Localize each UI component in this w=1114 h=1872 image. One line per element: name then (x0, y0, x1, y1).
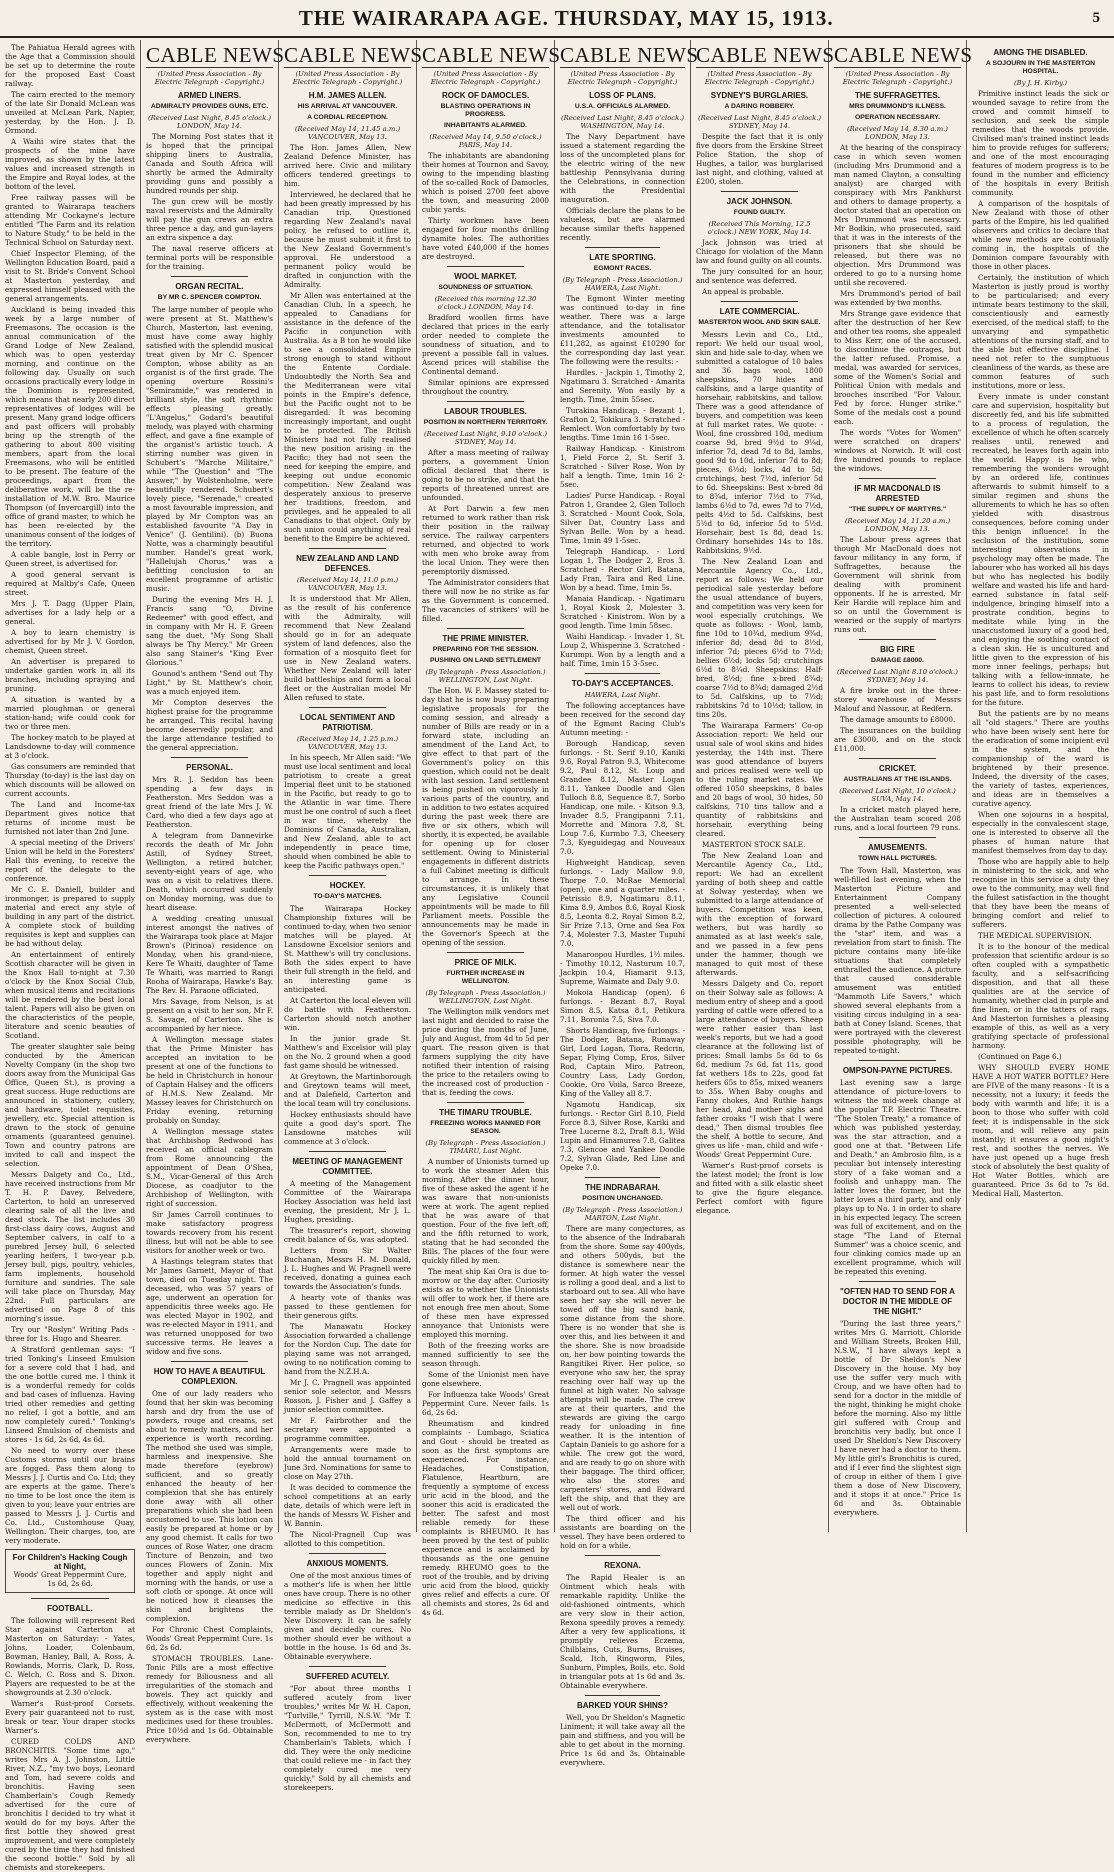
paragraph: A boy to learn chemistry is advertised for by Mr J. V. Gordon, chemist, Queen street. (5, 628, 135, 655)
paragraph: The Wairarapa Farmers' Co-op Association report: We held our usual sale of wool skins and hides yesterday, the 14th inst. There was good attendance of buyers and prices realised were well up to the ruling market rates. We offered 1050 sheepskins, 8 bales and 20 bags of wool, 30 hides, 50 calfskins, 710 tins tallow and a quantity of rabbitskins and horsehair, everything being cleared. (696, 721, 823, 838)
paragraph: Ladies' Purse Handicap. - Royal Patron 1, Grandee 2, Glen Tolloch 3. Scratched - Mount Cook, Sola, Silver Dat, Country Lass and Sylvan Belle. Won by a head. Time, 1min 49 1-5sec. (560, 491, 685, 545)
paragraph: Jack Johnson was tried at Chicago for violation of the Mann law and found guilty on all counts. (696, 238, 823, 265)
paragraph: The Land and Income-tax Department gives notice that returns of income must be furnished not later than 2nd June. (5, 800, 135, 836)
paragraph: Rheumatism and kindred complaints - Lumbago, Sciatica and Gout - should be treated as soon as the first symptoms are experienced. For instance, Headaches, Constipation, Flatulence, Heartburn, are frequently a symptome of excess uric acid in the blood, and the sooner this acid is eradicated the better. The safest and most reliable remedy for these complaints is RHEUMO. It has been proved by the test of public experience and is acclaimed by thousands as the one genuine remedy. RHEUMO goes to the root of the trouble, and by driving uric acid from the blood, quickly gives relief and effects a cure. Of all chemists and stores, 2s 6d and 4s 6d. (422, 1419, 549, 1617)
paragraph: Well, you Dr Sheldon's Magnetic Liniment; it will take away all the pain and stiffness, and you will be able to get about in the morning. Price 1s 6d and 3s. Obtainable everywhere. (560, 1713, 685, 1767)
paragraph: The following will represent Red Star against Carterton at Masterton on Saturday: - Yates, Johns, Loader, Colenbaum, Bowman, Hanley, Ball, A. Ross, A. Rowlands, Morris, Clark, D. Ross, C. Welch, C. Ross and S. Dixon. Players are requested to be at the showgrounds at 2.30 o'clock. (5, 1616, 135, 1697)
paragraph: The gun crew will be mostly naval reservists and the Admiralty will pay the gun crews an extra three pence a day, and gun-layers an extra sixpence a day. (146, 197, 273, 242)
paragraph: Similar opinions are expressed throughout the country. (422, 378, 549, 396)
paragraph: No need to worry over these Customs storms until our brains are fogged. Pass them along to Messrs J. J. Curtis and Co. Ltd; they are experts at the game. There's no time to be lost once the item is given to you; leave your entries are passed to Messrs J. J. Curtis and Co. Ltd., Customhouse Quay, Wellington. Their charges, too, are very moderate. (5, 1446, 135, 1545)
section-divider (859, 758, 935, 759)
section-divider (309, 875, 385, 876)
columns (0, 40, 1114, 1872)
dateline: (Received Last Night, 9.10 o'clock.) SYDNEY, May 14. (423, 430, 548, 446)
section-subheading: BY MR C. SPENCER COMPTON. (157, 294, 262, 301)
paragraph: THE MEDICAL SUPERVISION. (978, 931, 1092, 940)
section-heading: ANXIOUS MOMENTS. (306, 1559, 389, 1568)
paragraph: Mr Allen was entertained at the Canadian Club. In a speech, he appealed to Canadians for assistance in the defence of the Pacific in conjunction with Australia. As a B ton he would like to see a consolidated Empire strong enough to stand without the Entente Cordiale. Undoubtedly the North Sea and the Mediterranean were vital points in the Empire's defence, but the Pacific ought not to be disregarded. It was becoming increasingly important, and ought to be protected. The British Ministers had not fully realised the new position arising in the Pacific; they had not seen the need for keeping the empire, and keeping out undue economic competition. New Zealand was desperately anxious to preserve her traditions, freedom, and privileges, and he appealed to all Canadians to that object. Only by such union could anything of real benefit to the Empire be achieved. (284, 291, 411, 543)
paragraph: The Administrator considers that there will now be no strike as far as the Government is concerned. The vacancies of strikers' will be filled. (422, 578, 549, 623)
dateline: (Received May 14, 8.30 a.m.) LONDON, May 13. (847, 125, 948, 141)
section-divider (859, 837, 935, 838)
paragraph: A Waihi wire states that the prospects of the mine have improved, as shown by the latest values and increased strength in the Empire and Royal lodes, at the bottom of the level. (5, 137, 135, 191)
paragraph: The cairn erected to the memory of the late Sir Donald McLean was unveiled at McLean Park, Napier, yesterday, by the Hon. J. D. Ormond. (5, 90, 135, 135)
section-divider (309, 1553, 385, 1554)
column-local-notes (0, 40, 141, 1872)
paragraph: An appeal is probable. (702, 287, 784, 296)
section-divider (309, 1151, 385, 1152)
column-cable-news-4 (555, 40, 699, 1767)
section-heading: PERSONAL. (186, 763, 233, 772)
paragraph: It is to the honour of the medical profession that scientific ardour is so often coupled with a sympathetic faculty, and a self-sacrificing disposition, and that all these qualities are at the service of humanity, whether clad in purple and fine linen, or in the tatters of rags. And Masterton furnishes a pleasing example of this, as well as a very gratifying spectacle of professional harmony. (972, 942, 1109, 1050)
cable-news-banner: CABLE NEWS (834, 43, 973, 67)
paragraph: Turakina Handicap. - Bezant 1, Grafton 2, Tokikura 3. Scratched - Remlect. Won comfortably by two lengths. Time 1min 16 1-5sec. (560, 406, 685, 442)
dateline: (Received Last Night 8.10 o'clock.) SYDNEY, May 14. (837, 668, 958, 684)
paragraph: The inhabitants are abandoning their homes at Tournon and Savoy, owing to the impending blasting of the so-called Rock of Damocles, which is poised 2700 feet above the town, and measuring 2000 cubic yards. (422, 151, 549, 214)
paragraph: Mrs R. J. Seddon has been spending a few days in Featherston. Mrs Seddon was a great friend of the late Mrs J. W. Card, who died a few days ago at Featherston. (146, 775, 273, 829)
paragraph: The Town Hall, Masterton, was well-filled last evening, when the Masterton Picture and Entertainment Company presented a well-selected collection of pictures. A coloured drama by the Pathe Company was the "star" item, and was a revelation from start to finish. The picture contains many life-like situations that completely enthralled the audience. A picture that caused considerable amusement was entitled "Mammoth Life Savers," which showed several elephants from a visiting circus indulging in a sea-bath at Coney Island. Scenes, that were portrayed with the cleverest possible photography, will be repeated to-night. (834, 866, 961, 1055)
paragraph: The large number of people who were present at St. Matthew's Church, Masterton, last evening, must have come away highly satisfied with the splendid musical treat given by Mr C. Spencer Compton, whose ability as an organist is of the first grade. The opening overture Rossini's "Semiramide," was rendered in brilliant style, the soft rhythmic effects pleasing greatly. "L'Angelus," Godard's beautiful melody, was played with charming effect, and gave a fine example of the organist's artistic touch. A stirring number was given in Schubert's "Marche Militaire," while "The Question" and "The Answer," by Wolstenholme, were beautifully rendered. Schubert's lovely piece, "Serenade," created a most favourable impression, and played by Mr Compton was an established favourite "A Day in Venice" (J. Gentilini). (b) Buona Notte, was a charmingly beautiful number. Handel's great work, "Hallelujah Chorus," was a befitting conclusion to an excellent programme of artistic music. (146, 305, 273, 593)
paragraph: The Morning Post states that it is hoped that the principal shipping liners to Australia, Canada and South Africa will shortly be armed the Admiralty providing guns and possibly a hundred rounds per ship. (146, 132, 273, 195)
section-heading: FOOTBALL. (47, 1604, 93, 1613)
column-cable-news-1 (141, 40, 285, 1744)
paragraph: The New Zealand Loan and Mercantile Agency Co., Ltd., report: We had an excellent yarding of both sheep and cattle at Solway yesterday, when we submitted to a large attendance of buyers. Competition was keen, with the exception of forward wethers, but was hardly so animated as at last week's sale, and we passed in a few pens under the hammer, though we managed to quit most of these afterwards. (696, 851, 823, 977)
paragraph: Letters from Sir Walter Buchanan, Messrs H. M. Donald, J. L. Hughes and W. Pragnell were received, donating a guinea each towards the Association's funds. (284, 1246, 411, 1291)
paragraph: Interviewed, he declared that he had been greatly impressed by his Canadian trip. Questioned regarding New Zealand's naval policy, he refused to outline it, because he must submit it first to the New Zealand Government's approval. He understood a permanent policy would be drafted in conjunction with the Admiralty. (284, 190, 411, 289)
cable-news-banner: CABLE NEWS (422, 43, 561, 67)
section-heading: LATE COMMERCIAL. (719, 307, 800, 316)
paragraph: The naval reserve officers at terminal ports will be responsible for the training. (146, 244, 273, 271)
paragraph: Railway Handicap. - Kinistrom 1, Field Force 2, St. Serif 3. Scratched - Silver Rose. Won by half a length. Time, 1min 16 2-5sec. (560, 444, 685, 489)
section-heading: HOW TO HAVE A BEAUTIFUL COMPLEXION. (153, 1367, 266, 1386)
section-divider (171, 1361, 247, 1362)
section-divider (309, 1666, 385, 1667)
wire-credit: (United Press Association - By Electric Telegraph - Copyright.) (430, 70, 541, 86)
paragraph: At Greytown, the Martinborough and Greytown teams will meet, and at Dalefield, Carterton and the local team will try conclusions. (284, 1072, 411, 1108)
byline: (By J. H. Kirby.) (1013, 79, 1067, 87)
section-divider (585, 1177, 660, 1178)
section-heading: PRICE OF MILK. (454, 958, 517, 967)
section-heading: AMUSEMENTS. (867, 843, 928, 852)
section-divider (447, 628, 523, 629)
paragraph: "During the last three years," writes Mrs G. Marriott, Chloride and William Streets, Broken Hill, N.S.W., "I have always kept a bottle of Dr Sheldon's New Discovery in the house. My boy use the suffer very much with Croup, and we have often had to send for a doctor in the middle of the night, thinking he might choke before the morning. Also my little girl suffered with Croup and bronchitis very badly, but once I used Dr Sheldon's New Discovery I have never had a doctor to them. My little girl's Bronchitis is cured, and if I ever find the slightest sign of croup in either of them I give them a dose of New Discovery, and it stops it at once." Price 1s 6d and 3s. Obtainable everywhere. (834, 1319, 961, 1517)
paragraph: At Carterton the local eleven will do battle with Featherston. Carterton should notch another win. (284, 996, 411, 1032)
paragraph: Chief Inspector Fleming, of the Wellington Education Board, paid a visit to St. Bride's Convent School at Masterton yesterday, and expressed himself pleased with the general arrangements. (5, 249, 135, 303)
section-heading: TO-DAY'S ACCEPTANCES. (571, 679, 674, 688)
section-subheading: DAMAGE £8000. (871, 657, 924, 664)
paragraph: Messrs Levin and Co., Ltd., report: We held our usual wool, skin and hide sale to-day, when we submitted a catalogue of 10 bales and 36 bags wool, 1800 sheepskins, 70 hides and calfskins, and a large quantity of horsehair, rabbitskins, and tallow. There was a good attendance of buyers, and competition was keen at full market rates. We quote: - Wool, fine crossbred 10d, medium coarse 9d, bred 9½d to 9¼d, inferior 7d, dead 7d to 8d, lambs, good 9d to 10d, inferior 7d to 8d; pieces, 6½d; locks, 4d to 5d; crutchings, best 7½d, inferior 5d to 6d. Sheepskins: Best x-bred 8d to 8¾d, inferior 7½d to 7¾d, lambs 6½d to 7d, ewes 7d to 7½d, pelts 4½d to 5d. Calfskins, best 5½d to 6d, inferior 5d to 5½d. Horsehair, best 1s 8d, dead 1s. Ordinary horsehides 14s to 18s. Rabbitskins, 9½d. (696, 330, 823, 555)
section-heading: "OFTEN HAD TO SEND FOR A DOCTOR IN THE MIDDLE OF THE NIGHT." (840, 1287, 955, 1316)
paragraph: The Navy Department have issued a statement regarding the loss of the uncompleted plans for the electric wiring of the new battleship Pennsylvania during the Celebrations, in connection with the Presidential inauguration. (560, 132, 685, 204)
section-divider (447, 401, 523, 402)
paragraph: A Stratford gentleman says: "I tried Tonking's Linseed Emulsion for a severe cold that I had, and the one bottle cured me. I think it is a wonderful remedy for colds and bad cases of influenza. Having tried other remedies and getting no relief, I got a bottle, and am now completely cured." Tonking's Linseed Emulsion of chemists and stores - 1s 6d, 2s 6d, 4s 6d. (5, 1345, 135, 1444)
paragraph: After a mass meeting of railway porters, a government Union official declared that there is going to be no strike, and that the reports of threatened unrest are unfounded. (422, 448, 549, 502)
dateline: (By Telegraph - Press Association.) TIMARU, Last Night. (425, 1139, 546, 1155)
section-divider (721, 301, 797, 302)
section-subheading: OPERATION NECESSARY. (855, 114, 940, 121)
paragraph: Telegraph Handicap. - Lord Logan 1, The Dodger 2, Eros 3. Scratched - Rector Girl, Batana, Lady Fran, Taira and Red Line. Won by a head. Time, 1min 5s. (560, 547, 685, 592)
paragraph: The insurances on the building are £3000, and on the stock £11,000. (834, 726, 961, 753)
section-subheading: A SOJOURN IN THE MASTERTON HOSPITAL. (985, 60, 1096, 75)
section-divider (585, 1555, 660, 1556)
section-divider (31, 1598, 109, 1599)
section-divider (859, 1281, 935, 1282)
section-divider (585, 247, 660, 248)
section-divider (585, 1695, 660, 1696)
paragraph: A number of Unionists turned up to work the steamer Aden this morning. After the dinner hour, five of these asked the agent if he was aware that non-unionists were at work. The agent replied that he was aware of that question. Four of the five left off, and the fifth returned to work, stating that he had seconded the Bills. The places of the four were quickly filled by men. (422, 1157, 549, 1265)
section-subheading: U.S.A. OFFICIALS ALARMED. (574, 103, 671, 110)
paragraph: Manaroopou Hurdles, 1½ miles. - Timothy 10.12, Nasturum 10.7, Jackpin 10.4, Hiamarit 9.13, Supreme, Waimate and Daly 9.0. (560, 950, 685, 986)
paragraph: There are many conjectures, as to the absence of the Indrabarah from the shore. Some say 400yds, and others 500yds, but the distance is somewhere near the former. At high water the vessel is rolling a good deal, and a list to starboard out to sea. All who have seen her say she will never be towed off the big sand bank, some distance from the shore. There is no wonder that she is over this, and lies between it and the shore. She is now broadside on, her bow pointing towards the Rangitikei River. Her police, so everyone who saw her, the spray reaching over half way up the funnel at high water. No salvage attempts will be made. The crew are at their quarters, and the stewards are giving the cargo ready for unloading in fine weather. It is the intention of Captain Daniels to go ashore for a while. The crew got the word, and are ready to go on shore with their baggage. The third officer, who also the stores and carpenters' stores, and Edward left the ship, and that they are well out of work. (560, 1224, 685, 1512)
section-subheading: A CORDIAL RECEPTION. (307, 114, 388, 121)
paragraph: MASTERTON STOCK SALE. (702, 840, 806, 849)
dateline: (Received Last Night, 8.45 o'clock.) SYDNEY, May 14. (697, 114, 822, 130)
section-heading: CRICKET. (879, 764, 916, 773)
section-divider (585, 673, 660, 674)
section-heading: BIG FIRE (880, 645, 915, 654)
section-divider (447, 1102, 523, 1103)
section-subheading: FURTHER INCREASE IN WELLINGTON. (446, 970, 525, 985)
paragraph: The Wairarapa Hockey Championship fixtures will be continued to-day, when two senior matches will be played. At Lansdowne Excelsior seniors and St. Matthew's will try conclusions. Both the sides expect to have their full strength in the field, and an interesting game is anticipated. (284, 904, 411, 994)
dateline: HAWERA, Last Night. (584, 691, 661, 699)
section-heading: BARKED YOUR SHINS? (577, 1701, 668, 1710)
section-heading: NEW ZEALAND AND LAND DEFENCES. (296, 554, 399, 573)
paragraph: Mrs Strange gave evidence that after the destruction of her Kew and other tea rooms, she appealed to Miss Kerr, one of the accused, to discontinue the outrages, but the latter refused. Promise, a medal, was awarded for services, some of the Women's Social and Political Union with medals and brooches inscribed "For Valour. Fed by force. Hunger strike." Some of the medals cost a pound each. (834, 309, 961, 426)
paragraph: For Influenza take Woods' Great Peppermint Cure. Never fails. 1s 6d, 2s 6d. (422, 1390, 549, 1417)
paragraph: Both of the freezing works are manned sufficiently to see the season through. (422, 1341, 549, 1368)
paragraph: The Hon. James Allen, New Zealand Defence Minister, has arrived here. Civic and military officers tendered greetings to him. (284, 143, 411, 188)
section-heading: MEETING OF MANAGEMENT COMMITTEE. (292, 1157, 403, 1176)
paragraph: In the junior grade St. Matthew's and Excelsior will play on the No. 2 ground when a good fast game should be witnessed. (284, 1034, 411, 1070)
section-divider (859, 1060, 935, 1061)
section-heading: SUFFERED ACUTELY. (305, 1672, 390, 1681)
section-subheading: AUSTRALIANS AT THE ISLANDS. (843, 776, 952, 783)
section-heading: REXONA. (604, 1561, 641, 1570)
section-subheading: ADMIRALTY PROVIDES GUNS, ETC. (150, 103, 269, 110)
section-heading: LOSS OF PLANS. (589, 91, 656, 100)
section-subheading: MASTERTON WOOL AND SKIN SALE. (698, 319, 821, 326)
paragraph: The Egmont Winter meeting was continued to-day in fine weather. There was a large attendance, and the totalisator investments amounted to £11,282, as against £10290 for the corresponding day last year. The following were the results: - (560, 294, 685, 366)
paragraph: Messrs Dalgety and Co., Ltd., have received instructions from Mr T. H. P. Davey, Belvedere, Carterton, to hold an unreserved clearing sale of all the live and dead stock. The list includes 30 first-class dairy cows, August and September calvers, in calf to a purebred Jersey bull, 6 selected yearling heifers, 1 two-year p.b. Jersey bull, pigs, poultry, vehicles, farm implements, household furniture and sundries. The sale will take place on Thursday, May 22nd. Full particulars are advertised on Page 8 of this morning's issue. (5, 1170, 135, 1323)
paragraph: The Wellington milk vendors met last night and decided to raise the price during the months of June, July and August, from 4d to 5d per quart. The reason given is that farmers supplying the city have notified their intention of raising the price to the retailers owing to the increased cost of production - that is, feeding the cows. (422, 1007, 549, 1097)
wire-credit: (United Press Association - By Electric Telegraph - Copyright.) (704, 70, 815, 86)
paragraph: Manaia Handicap. - Ngatimaru 1, Royal Kiosk 2, Molester 3. Scratched - Kinistrom. Won by a good length. Time 1min 58sec. (560, 594, 685, 630)
section-divider (859, 639, 935, 640)
paragraph: The greater slaughter sale being conducted by the American Novelty Company (in the shop two doors away from the Municipal Gas Office, Queen St.), is proving a great success. Huge reductions are announced in stationery, cutlery, and hardware, toilet requisites, jewellery, etc. Special attention is drawn to the stock of genuine ornaments (guaranteed genuine). Town and country patrons are invited to call and inspect the selection. (5, 1042, 135, 1168)
paragraph: Gounod's anthem "Send out Thy Light," by St. Matthew's choir, was a much enjoyed item. (146, 669, 273, 696)
section-divider (171, 757, 247, 758)
section-divider (171, 276, 247, 277)
section-subheading: POSITION UNCHANGED. (582, 1195, 663, 1202)
paragraph: WHY SHOULD EVERY HOME HAVE A HOT WATER BOTTLE? Here are FIVE of the many reasons - It is a necessity, not a luxury; it feeds the body with warmth and life; it is a boon to those who suffer with cold feet; it is indispensable in the sick room, and will relieve any pain instantly; it ensures a good night's rest, and soothes the nerves. We have just opened up a huge fresh stock of absolutely the best quality of Hot Water Bottles, which are guaranteed. Price 3s 6d to 7s 6d. Medical Hall, Masterton. (972, 1063, 1109, 1198)
paragraph: Certainly, the institution of which Masterton is justly proud is worthy to be particularised; and every intimate bears testimony to the skill, conscientiously and earnestly exercised, of the medical staff; to the unvarying and sympathetic attentions of the nursing staff, and to the able but effective discipline. I need not refer to the sumptuous cleanliness of the wards, as these are common features of such institutions, more or less. (972, 273, 1109, 390)
section-subheading: "THE SUPPLY OF MARTYRS." (848, 506, 947, 513)
section-heading: ROCK OF DAMOCLES. (441, 91, 530, 100)
section-heading: IF MR MACDONALD IS ARRESTED (854, 484, 941, 503)
paragraph: For Chronic Chest Complaints, Woods' Great Peppermint Cure. 1s 6d, 2s 6d. (146, 1625, 273, 1652)
paragraph: Primitive instinct leads the sick or wounded savage to retire from the crowd and commit himself to seclusion, and seek the simple remedies that the woods provide. Civilised man's trained instinct leads him to provide refuges for sufferers; and one of the most encouraging features of modern progress is to be found in the number and efficiency of the hospitals in every British community. (972, 89, 1109, 197)
section-heading: ARMED LINERS. (177, 91, 242, 100)
dateline: (Received Last Night, 8.45 o'clock.) WASHINGTON, May 14. (560, 114, 685, 130)
paragraph: The Labour press agrees that though Mr MacDonald does not favour militancy in any form, if Suffragettes, because the Government will shrink from dealing with prominent opponents. If he is arrested, Mr Keir Hardie will replace him and so on until the Government is wearied or the supply of martyrs runs out. (834, 535, 961, 634)
dateline: (By Telegraph - Press Association.) MARTON, Last Night. (562, 1206, 683, 1222)
paragraph: The Rapid Healer is an Ointment which heals with remarkable rapidity. Unlike the old-fashioned ointments, which are very slow in their action, Rexona speedily proves a remedy. After a very few applications, it promptly relieves Eczema, Chilblains, Cuts, Burns, Bruises, Scald, Itch, Ringworm, Piles, Sunburn, Pimples, Boils, etc. Sold in triangular pots at 1s 6d and 3s. Obtainable everywhere. (560, 1573, 685, 1690)
dateline: (Received May 14, 9.50 o'clock.) PARIS, May 14. (429, 133, 542, 149)
paragraph: A comparison of the hospitals of New Zealand with those of other parts of the Empire, his led qualified observers and critics to declare that while new methods are continually coming in, the hospitals of the Dominion compare favourably with those in other places. (972, 199, 1109, 271)
paragraph: It was decided to commence the school competitions at an early date, details of which were left in the hands of Messrs W. Fisher and W. Bannin. (284, 1483, 411, 1528)
dateline: (Received May 14, 11.0 p.m.) VANCOUVER, May 13. (296, 576, 399, 592)
dateline: (Received Last Night, 10 o'clock.) SUVA, May 14. (839, 787, 956, 803)
section-divider (721, 191, 797, 192)
section-divider (859, 478, 935, 479)
advertisement (5, 1549, 135, 1593)
ad-line: For Children's Hacking Cough at Night, (12, 1553, 128, 1571)
paragraph: An entertainment of entirely Scottish character will be given in the Knox Hall to-night at 7.30 o'clock by the Knox Social Club, when musical items and recitations will be rendered by the best local talent. Papers will also be given on the characteristics of the people, literature and scenic beauties of Scotland. (5, 950, 135, 1040)
paragraph: Despite the fact that it is only five doors from the Erskine Street Police Station, the shop of Hughes, a tailor, was burglarised last night, and clothing, valued at £200, stolen. (696, 132, 823, 186)
paragraph: A special meeting of the Drivers' Union will be held in the Foresters' Hall this evening, to receive the report of the delegate to the conference. (5, 838, 135, 883)
paragraph: Mrs Savage, from Nelson, is at present on a visit to her son, Mr F. S. Savage, of Carterton. She is accompanied by her niece. (146, 997, 273, 1033)
section-divider (309, 707, 385, 708)
paragraph: A fire broke out in the three-storey warehouse of Messrs Malouf and Nassour, at Redfern. (834, 686, 961, 713)
paragraph: The following acceptances have been received for the second day of the Egmont Racing Club's Autumn meeting: - (560, 701, 685, 737)
column-cable-news-3 (417, 40, 561, 1617)
paragraph: In a cricket match played here, the Australian team scored 208 runs, and a local fourteen 79 runs. (834, 805, 961, 832)
column-cable-news-2 (279, 40, 423, 1792)
paragraph: Last evening saw a large attendance of picture-lovers to witness the mid-week change at the popular T.P. Electric Theatre. "The Stolen Treaty," a romance of which was published yesterday, was the star attraction, and a good one at that. "Between Life and Death," an Ambrosio film, is a peculiar but intensely interesting story of a fake woman and a foolish and unhappy man. The latter loves the former, but the latter loves a third party, and only plays up to No. 1 in order to share in his expected legacy. The screen was full of excitement, and on the stage "The Land of Eternal Summer" was a choice scenic, and four clinking comics made up an excellent programme, which will be repeated this evening. (834, 1078, 961, 1276)
paragraph: Thirty workmen have been engaged for four months drilling dynamite holes. The authorities have voted £40,000 if the homes are destroyed. (422, 216, 549, 261)
section-subheading: FREEZING WORKS MANNED FOR SEASON. (430, 1120, 541, 1135)
dateline: (By Telegraph - Press Association.) HAWERA, Last Night. (562, 276, 683, 292)
section-subheading: SOUNDNESS OF SITUATION. (438, 284, 533, 291)
section-heading: ORGAN RECITAL. (175, 282, 244, 291)
dateline: (By Telegraph - Press Association.) WELLINGTON, Last Night. (425, 668, 546, 684)
paragraph: A Hastings telegram states that Mr James Garnett, Mayor of that town, died on Tuesday night. The deceased, who was 57 years of age, underwent an operation for appendicitis three weeks ago. He was elected Mayor in 1902, and was re-elected Mayor in 1911, and was returned unopposed for two successive terms. He leaves a widow and five sons. (146, 1257, 273, 1356)
section-heading: WOOL MARKET. (454, 272, 517, 281)
paragraph: It is understood that Mr Allen, as the result of his conference with the Admiralty, will recommend that New Zealand should go in for an adequate system of land defences, also the formation of a mosquito fleet for use in New Zealand waters. Whether New Zealand will later build battleships and form a local fleet or the Australian model Mr Allen refused to state. (284, 594, 411, 702)
wire-credit: (United Press Association - By Electric Telegraph - Copyright.) (567, 70, 678, 86)
section-subheading: HIS ARRIVAL AT VANCOUVER. (297, 103, 398, 110)
section-heading: SYDNEY'S BURGLARIES. (710, 91, 809, 100)
paragraph: At the hearing of the conspiracy case in which seven women (including Mrs Drummond and a man named Clayton, a consulting analyst) are charged with conspiracy with Mrs Pankhurst and others to damage property, a doctor stated that an operation on Mrs Drummond was necessary. Mr Bodkin, who prosecuted, said that it was in the interests of the prisoners that she should be released, but there was no objection. Mrs Drummond was ordered to go to a nursing home until she recovered. (834, 143, 961, 287)
dateline: (Received May 14, 1.25 p.m.) VANCOUVER, May 13. (296, 735, 399, 751)
page-number: 5 (1092, 9, 1100, 26)
paragraph: Hockey enthusiasts should have quite a good day's sport. The Lansdowne matches will commence at 3 o'clock. (284, 1110, 411, 1146)
section-subheading: TO-DAY'S MATCHES. (313, 893, 382, 900)
paragraph: A telegram from Dannevirke records the death of Mr John Astill, of Sydney Street, Wellington, a retired butcher, seventy-eight years of age, who was on a visit to relatives there. Death, which occurred suddenly on Monday morning, was due to heart disease. (146, 831, 273, 912)
section-heading: THE SUFFRAGETTES. (855, 91, 940, 100)
paragraph: During the evening Mrs H. J. Francis sang "O, Divine Redeemer" with good effect, and in company with Mr H. F. Green sang the duet, "My Song Shall always be Thy Mercy." Mr Green also sang Stainer's "King Ever Glorious." (146, 595, 273, 667)
paragraph: The damage amounts to £8000. (840, 715, 956, 724)
paragraph: The jury consulted for an hour, and sentence was deferred. (696, 267, 823, 285)
paragraph: A good general servant is required at Maltby's Cafe, Queen street. (5, 570, 135, 597)
paragraph: A Wellington message states that Archbishop Redwood has received an official cablegram from Rome announcing the appointment of Dean O'Shea, S.M., Vicar-General of this Arch Diocese, as coadjutor to the Archbishop of Wellington, with right of succession. (146, 1127, 273, 1208)
paragraph: In his speech, Mr Allen said: "We must use local sentiment and local patriotism to create a great Imperial fleet unit to be stationed in the Pacific, but ready to go to the Atlantic in war time. There must be one control of such a fleet in war time, whereby the Dominions of Canada, Australian, and New Zealand, able to act independently in peace time, should when combined be able to keep the Pacific pathways open." (284, 753, 411, 870)
dateline: (Received May 14, 11.45 a.m.) VANCOUVER, May 13. (294, 125, 401, 141)
wire-credit: (United Press Association - By Electric Telegraph - Copyright.) (154, 70, 265, 86)
paragraph: The meat ship Kai Ora is due to-morrow or the day after. Curiosity exists as to whether the Unionists will offer to work her, if there are not enough free men about. Some of these men have expressed annoyance that Unionists were employed this morning. (422, 1267, 549, 1339)
paragraph: A hearty vote of thanks was passed to these gentlemen for their generous gifts. (284, 1293, 411, 1320)
paragraph: The words "Votes for Women" were scratched on drapers' windows at Norwich. It will cost five hundred pounds to replace the windows. (834, 428, 961, 473)
paragraph: One of the most anxious times of a mother's life is when her little ones have croup. There is no other medicine so effective in this terrible malady as Dr Sheldon's New Discovery. It can be safely given and decidedly cures. No mother should ever be without a bottle in the house. 1s 6d and 3s. Obtainable everywhere. (284, 1571, 411, 1661)
paragraph: The Hon. W. F. Massey stated to-day that he is now busy preparing legislative proposals for the coming session, and already a number of Bills are ready or in a forward state, including an amendment of the Land Act, to give effect to that part of the Government's policy on this question, which could not be dealt with last session. Land settlement is being pushed on vigorously in various parts of the country, and in addition to two estates acquired during the past week there are five or six others, which will shortly, it is expected, be available for opening up for closer settlement. Owing to Ministerial engagements in different districts a full Cabinet meeting is difficult to arrange. In these circumstances, it is unlikely that any Legislative Council appointments will be made to fill Parliament meets. Possible the announcements may be made in the Governor's Speech at the opening of the session. (422, 686, 549, 947)
paragraph: A Wellington message states that the Prime Minister has accepted an invitation to be present at one of the functions to be held in Christchurch in honour of Captain Halsey and the officers of H.M.S. New Zealand. Mr Massey leaves for Christchurch on Friday evening, returning probably on Sunday. (146, 1035, 273, 1125)
paragraph: (Continued on Page 6.) (978, 1052, 1062, 1061)
paragraph: Warner's Rust-proof corsets is the latest model; the front is low and fitted with a silk elastic sheet to give the figure elegance. Perfect comfort with figure elegance. (696, 1161, 823, 1215)
dateline: (Received May 14, 11.20 a.m.) LONDON, May 13. (844, 517, 951, 533)
dateline: (Received this morning 12.30 o'clock.) LONDON, May 14. (434, 295, 537, 311)
section-heading: LATE SPORTING. (589, 253, 656, 262)
paragraph: The Manawatu Hockey Association forwarded a challenge for the Nordon Cup. The date for playing same was not arranged, owing to no notification coming to hand from the N.Z.H.A. (284, 1322, 411, 1376)
section-subheading: FOUND GUILTY. (733, 209, 786, 216)
section-heading: OMPSON-PAYNE PICTURES. (842, 1066, 953, 1075)
paragraph: One of our lady readers who found that her skin was becoming harsh and dry from the use of powders, rouge and creams, set about to remedy matters, and her experience is worth recording. The method she used was simple, harmless and inexpensive. She made therefore (eyebrow) sufficient, and so greatly enhanced the beauty of her complexion that she has entirely done away with all other preparations which she had been accustomed to use. This lotion can easily be prepared at home or by any good chemist. It calls for two ounces of Rose Water, one dracm Tincture of Benzoin, and two ounces Flowers of Zonin. Mix together and apply night and morning with the hands, or use a soft cloth or sponge. At once will be noticed how it cleanses the skin and brightens the complexion. (146, 1389, 273, 1623)
section-subheading: INHABITANTS ALARMED. (443, 122, 528, 129)
paragraph: Mrs J. T. Dagg (Upper Plain, advertises for a lady help or a general. (5, 599, 135, 626)
paragraph: Officials declare the plans to be valueless, but are alarmed because similar thefts happened recently. (560, 206, 685, 242)
paragraph: Borough Handicap, seven furlongs. - St. Serif 9.10, Kaniki 9.6, Royal Patron 9.3, Whitecome 9.2, Paul 8.12, St. Loup and Grandee 8.12, Master Logan 8.11, Yankee Doodle and Glen Tulloch 8.8, Sequence 8.7, Sorbo Handicap, one mile. - Kitson 9.3, Invader 8.5, Frangipanni 7.11, Morrette and Minora 7.8, St. Loup 7.6, Kurmbo 7.3, Cheesery 7.3, Kyeguidegag and Nouveaux 7.0. (560, 739, 685, 856)
cable-news-banner: CABLE NEWS (146, 43, 285, 67)
section-heading: H.M. JAMES ALLEN. (308, 91, 387, 100)
section-subheading: BLASTING OPERATIONS IN PROGRESS. (440, 103, 531, 118)
paragraph: Auckland is being invaded this week by a large number of Freemasons. The occasion is the annual communication of the Grand Lodge of New Zealand, which was to open yesterday morning, and continue on the following day. Usually on such occasions practically every lodge in the Dominion is represented, which means that nearly 200 direct representatives of lodges will be present. Many grand lodge officers and past officers will probably bring up the strength of the gathering to about 800 visiting members, apart from the local Freemasons, who will be entitled to be present. The feature of the proceedings, apart from the deliberative work, will be the re-installation of M.W. Bro. Maurice Thompson (of Invercargill) into the office of grand master, to which he has been re-elected by the unanimous consent of the lodges of the territory. (5, 305, 136, 548)
column-among-the-disabled (967, 40, 1114, 1532)
paragraph: The Pahiatua Herald agrees with the Age that a Commission should be set up to determine the route for the proposed East Coast railway. (5, 43, 135, 88)
section-heading: THE PRIME MINISTER. (442, 634, 529, 643)
section-subheading: PUSHING ON LAND SETTLEMENT (429, 657, 542, 664)
paragraph: Warner's Rust-proof Corsets. Every pair guaranteed not to rust, break or tear. Your draper stocks Warner's. (5, 1699, 135, 1735)
paragraph: Mr C. E. Daniell, builder and ironmonger, is prepared to supply material and erect any style of building in any part of the district. A complete stock of building requisites is kept and supplies can be had without delay. (5, 885, 135, 948)
cable-news-banner: CABLE NEWS (560, 43, 699, 67)
section-subheading: MRS DRUMMOND'S ILLNESS. (849, 103, 946, 110)
paragraph: Mr F. Fairbrother and the secretary were appointed a programme committee. (284, 1416, 411, 1443)
paragraph: STOMACH TROUBLES. Lane-Tonic Pills are a most effective remedy for Biliousness and all irregularities of the stomach and bowels. They act quickly and effectively, without weakening the system as is the case with most medicines used for these troubles. Price 10½d and 1s 6d. Obtainable everywhere. (146, 1654, 273, 1744)
dateline: (Received This Morning, 12.5 o'clock.) NEW YORK, May 14. (707, 220, 812, 236)
paragraph: The treasurer's report, showing credit balance of 6s, was adopted. (284, 1226, 411, 1244)
paragraph: Ngamotu Handicap, six furlongs. - Rector Girl 8.10, Field Force 8.3, Silver Rose, Kariki and Tree Lucerne 8.2, Draft 8.1, Wild Lupin and Hinamurea 7.8, Galitea 7.3, Glencoe and Yankee Doodle 7.2, Sylvan Glade, Red Line and Opeke 7.0. (560, 1100, 685, 1172)
section-heading: LOCAL SENTIMENT AND PATRIOTISM. (299, 713, 396, 732)
section-subheading: PREPARING FOR THE SESSION. (432, 646, 539, 653)
section-heading: JACK JOHNSON. (726, 197, 793, 206)
paragraph: Some of the Unionist men have gone elsewhere. (422, 1370, 549, 1388)
paragraph: A cable bangle, lost in Perry or Queen street, is advertised for. (5, 550, 135, 568)
wire-credit: (United Press Association - By Electric Telegraph - Copyright.) (292, 70, 403, 86)
paragraph: Those who are happily able to help in ministering to the sick, and who recognise in this service a duty they owe to the community, may well find the fullest satisfaction in the thought that they have been the means of bringing comfort and relief to sufferers. (972, 857, 1109, 929)
paragraph: Hurdles. - Jackpin 1, Timothy 2, Ngatimaru 3. Scratched - Amarita and Serenity. Won easily by a length. Time, 2min 55sec. (560, 368, 685, 404)
paragraph: Free railway passes will be granted to Wairarapa teachers attending Mr Cockayne's lecture entitled "The Farm and its relation to Nature Study," to be held in the Technical School on Saturday next. (5, 193, 135, 247)
dateline: (Received Last Night, 8.45 o'clock.) LONDON, May 14. (147, 114, 272, 130)
section-heading: THE TIMARU TROUBLE. (439, 1108, 532, 1117)
paragraph: At Port Darwin a few men returned to work rather than risk their position in the railway service. The railway carpenters returned, and objected to work with men who broke away from the local Union. They were then peremptorily dismissed. (422, 504, 549, 576)
paragraph: Shorts Handicap, five furlongs. - The Dodger, Batana, Runaway Girl, Lord Logan, Tiora, Redcrin, Separ, Flying Comp, Eros, Silver Rod, Captain Miro, Patreon, Country Lass, Lady Gordon, Cookie, Oro Voila, Sarco Breeze, King of the Valley all 8.7. (560, 1026, 685, 1098)
paragraph: A meeting of the Management Committee of the Wairarapa Hockey Association was held last evening, the president, Mr J. L. Hughes, presiding. (284, 1179, 411, 1224)
paragraph: The Nicol-Pragnell Cup was allotted to this competition. (284, 1530, 411, 1548)
section-divider (447, 952, 523, 953)
paragraph: Sir James Carroll continues to make satisfactory progress towards recovery from his recent illness, but will not be able to see visitors for another week or two. (146, 1210, 273, 1255)
paragraph: A situation is wanted by a married ploughman or general station-hand; wife could cook for two or three men. (5, 695, 135, 731)
section-heading: HOCKEY. (329, 881, 366, 890)
section-heading: LABOUR TROUBLES. (444, 407, 527, 416)
dateline: (By Telegraph - Press Association.) WELLINGTON, Last Night. (425, 989, 546, 1005)
cable-news-banner: CABLE NEWS (284, 43, 423, 67)
paragraph: The New Zealand Loan and Mercantile Agency Co., Ltd., report as follows: We held our periodical sale yesterday before the usual attendance of buyers, and competition was very keen for wool especially crutchings. We quote as follows: - Wool, lamb, fine 10d to 10¾d, medium 9¾d, inferior 8d; dead 8d to 8½d, inferior 7d; pieces 6½d to 7½d; bellies 6½d; locks 5d; crutchings 6½d to 8¼d. Sheepskins: Half-bred, 8½d; fine x-bred 8¾d; coarse 7½d to 8¾d; damaged 2½d to 5d. Calfskins, up to 7½d; rabbitskins 7d to 10½d; tallow, in tins 20s. (696, 557, 823, 719)
section-subheading: A DARING ROBBERY. (724, 103, 795, 110)
column-cable-news-5 (691, 40, 835, 1532)
paragraph: Mr J. C. Pragnell was appointed senior sole selector, and Messrs Rosson, J. Fisher and J. Gaffey a junior selection committee. (284, 1378, 411, 1414)
cable-news-banner: CABLE NEWS (696, 43, 835, 67)
paragraph: The hockey match to be played at Landsdowne to-day will commence at 3 o'clock. (5, 733, 135, 760)
paragraph: But the patients are by no means all "old stagers." There are youths who have been wisely sent here for the eradication of some incipient evil in the system, and the companionship of the ward is brightened by their presence. Indeed, the diversity of the cases, the variety of tastes, experiences, and ideas are in themselves a curative agency. (972, 709, 1109, 808)
paragraph: Mrs Drummond's period of bail was extended by two months. (834, 289, 961, 307)
section-subheading: TOWN HALL PICTURES. (858, 855, 937, 862)
paragraph: The third officer and his assistants are boarding on the vessel. They have been ordered to hold on for a while. (560, 1514, 685, 1550)
paragraph: Arrangements were made to hold the annual tournament on June 3rd. Nominations for same to close on May 27th. (284, 1445, 411, 1481)
masthead (0, 0, 1114, 38)
wire-credit: (United Press Association - By Electric Telegraph - Copyright.) (842, 70, 953, 86)
paragraph: When one sojourns in a hospital, especially in the convalescent stage, one is interested to observe all the phases of human nature that manifest themselves from day to day. (972, 810, 1109, 855)
column-cable-news-6 (829, 40, 973, 1532)
paragraph: Gas consumers are reminded that Thursday (to-day) is the last day on which discounts will be allowed on current accounts. (5, 762, 135, 798)
paragraph: Mokoia Handicap (open), 6 furlongs. - Bezant 8.7, Royal Simon 8.5, Katsa 8.1, Petikura 7.11, Boronia 7.5, Siva 7.0. (560, 988, 685, 1024)
paragraph: Bradford woollen firms have declared that prices in the early order needed to complete the soundness of situation, and to prevent a possible fall in values. Ascend prices will stabilise the Continental demand. (422, 313, 549, 376)
paragraph: CURED COLDS AND BRONCHITIS. "Some time ago," writes Mrs A. J. Johnston, Little River, N.Z., "my two boys, Leonard and Tom, had severe colds and bronchitis. Having seen Chamberlain's Cough Remedy advertised for the cure of bronchitis I decided to try what it would do for my boys. After the first bottle they showed great improvement, and were completely cured by the time they had finished the second bottle." Sold by all chemists and storekeepers. (5, 1737, 135, 1872)
paragraph: An advertiser is prepared to undertake garden work in all its branches, including spraying and pruning. (5, 657, 135, 693)
section-subheading: POSITION IN NORTHERN TERRITORY. (423, 419, 548, 426)
paragraph: Mr Compton deserves the highest praise for the programme he arranged. This recital having become deservedly popular, and the large attendance testified to the general appreciation. (146, 698, 273, 752)
paragraph: Highweight Handicap, seven furlongs. - Lady Mallow 9.0, Thorpe 7.0. McRae Memorial (open), one and a quarter miles. - Petrissic 8.9, Ngatimaru 8.11, Kima 8.9, Ambos 8.6, Royal Kiosk 8.5, Leonta 8.2, Royal Simon 8.2, Sir Prize 7.13, Orne and Sea Fox 7.4, Molester 7.3, Master Tupuhi 7.0. (560, 858, 685, 948)
section-divider (309, 548, 385, 549)
section-heading: THE INDRABARAH. (585, 1183, 660, 1192)
section-heading: AMONG THE DISABLED. (993, 48, 1088, 57)
masthead-title: THE WAIRARAPA AGE. THURSDAY, MAY 15, 1913. (298, 5, 834, 30)
section-subheading: EGMONT RACES. (593, 265, 652, 272)
paragraph: "For about three months I suffered acutely from liver troubles," writes Mr W. H. Capon, "Turlville," Tyrrill, N.S.W. "Mr T. McDermott, of McDermott and Son, recommended to me to try Chamberlain's Tablets, which I did. They were the only medicine that could relieve me - in fact they completely cured me very quickly." Sold by all chemists and storekeepers. (284, 1684, 411, 1792)
ad-line: Woods' Great Peppermint Cure, 1s 6d, 2s 6d. (13, 1571, 127, 1588)
section-divider (447, 266, 523, 267)
paragraph: Every inmate is under constant care and supervision, hospitality but discreetly fed, and his life submitted to a process of regulation, the excellence of which he often scarcely realises until, renewed and recreated, he leaves forth again into the world. Happy is he who, remembering the wonders wrought by an ordered life, continues afterwards to submit himself to a similar regimen and shuns the allurements to which he has so often yielded with disastrous consequences, before coming under this benign influence! In the seclusion of the institution, some interesting observations in psychology may often be made. The labourer who has worked all his days but who has neglected his bodily welfare and wasted his life and hard-earned substance in fatal self-indulgence, bringing himself into a prostrate condition, begins to meditate while lying in the unaccustomed luxury of a good bed, and enjoying the soothing contact of a clean skin. He is uncultured and little given to the expression of his more inner feelings, perhaps; but talking with a fellow-inmate, he learns to collect his ideas, to review his past life, and to form resolutions for the future. (972, 392, 1109, 707)
paragraph: Waihi Handicap. - Invader 1, St. Loup 2, Whisperine 3. Scratched - Kurumpi. Won by a length and a half. Time, 1min 15 3-5sec. (560, 632, 685, 668)
paragraph: Messrs Dalgety and Co. report on their Solway sale as follows: A medium entry of sheep and a good yarding of cattle were offered to a large attendance of buyers. Sheep were rather easier than last week's reports, but we had a good clearance at the following list of prices: Small lambs 5s 6d to 6s 6d, medium 7s 6d, fat 11s, good fat wethers 18s to 22s, good fat heifers 65s to 85s, mixed weaners to 35s. When Baby coughs and Fanny chokes, And Ruthie hangs her head, And mother sighs and father croaks "I wish that I were dead," Then dismal troubles flee the shelf, A bottle to secure, And gives us life - man, child and wife - Woods' Great Peppermint Cure. (696, 979, 823, 1159)
paragraph: A wedding creating unusual interest amongst the natives of the Wairarapa took place at Major Brown's (Pirinoa) residence on Monday, when his grand-niece, Kere Te Whaiti, daughter of Tame Te Whaiti, was married to Rangi Rooha of Wairarapa, Hawke's Bay. The Rev. H. Paraone officiated. (146, 914, 273, 995)
paragraph: Try our "Roslyn" Writing Pads - three for 1s. Hugo and Shearer. (5, 1325, 135, 1343)
